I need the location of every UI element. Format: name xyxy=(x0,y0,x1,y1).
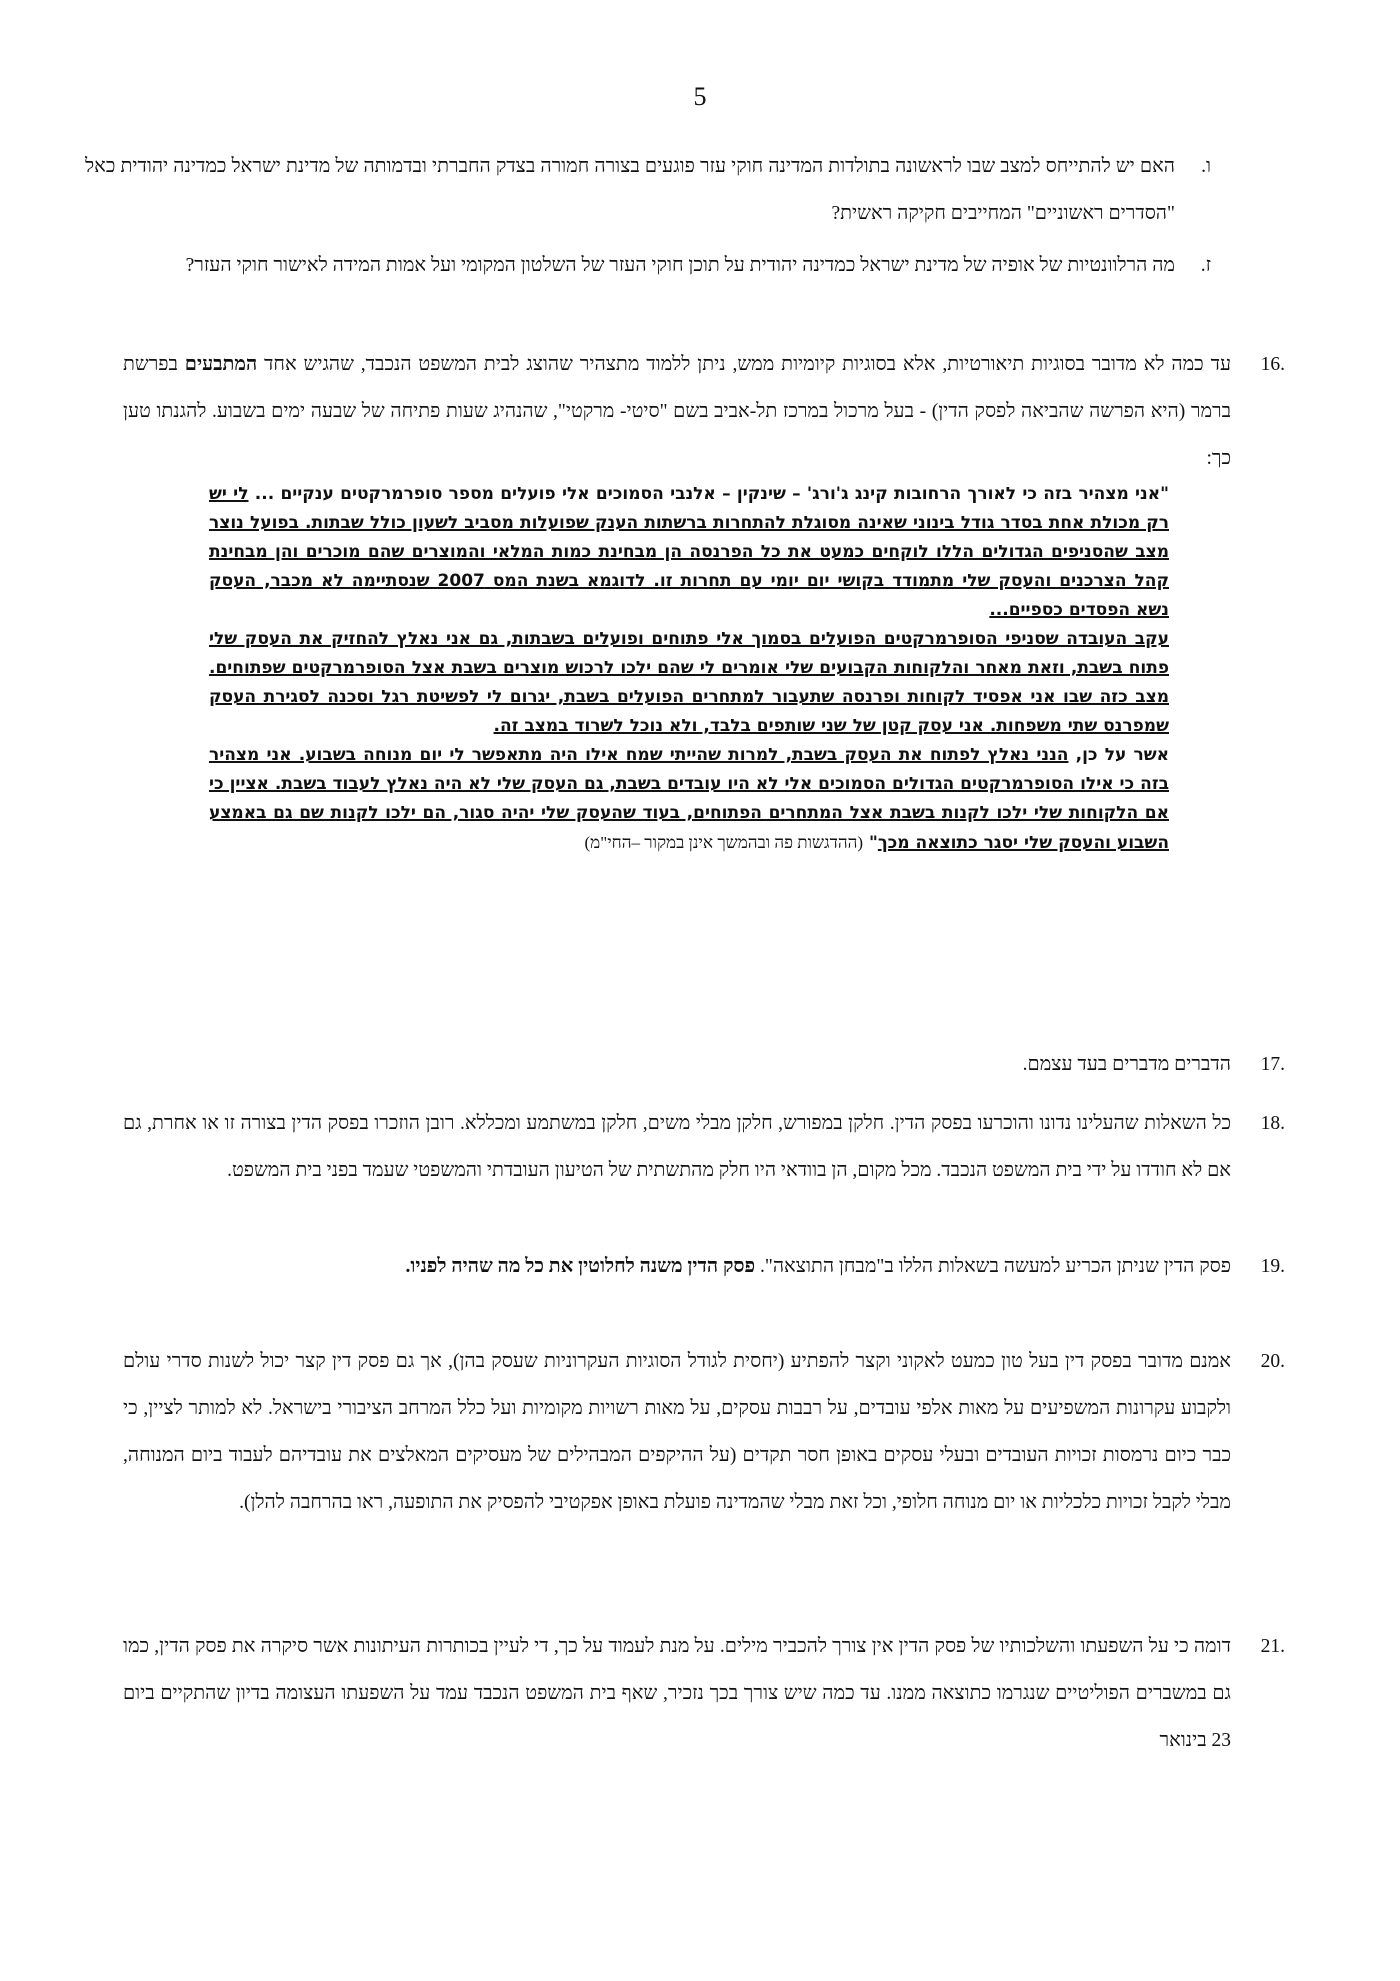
paragraph-16 xyxy=(123,341,1285,482)
quote-closing-mark: " xyxy=(863,833,878,853)
quote-paragraph-1 xyxy=(209,480,1169,625)
text-after: בפרשת ברמר (היא הפרשה שהביאה לפסק הדין) - בעל מרכול במרכז תל-אביב בשם "סיטי- מרקטי", שהנהיג שעות פתיחה של שבעה ימים בשבוע. להגנתו טען כך: xyxy=(123,354,1231,469)
quote-plain-text: "אני מצהיר בזה כי לאורך הרחובות קינג ג'ורג' – שינקין – אלנבי הסמוכים אלי פועלים מספר סופרמרקטים ענקיים ... xyxy=(248,484,1169,504)
item-marker: ז. xyxy=(1200,255,1211,276)
item-text: הדברים מדברים בעד עצמם. xyxy=(1022,1054,1231,1075)
item-marker: .16 xyxy=(1260,354,1285,375)
item-text: דומה כי על השפעתו והשלכותיו של פסק הדין אין צורך להכביר מילים. על מנת לעמוד על כך, די לעיין בכותרות העיתונות אשר סיקרה את פסק הדין, כמו גם במשברים הפוליטיים שנגרמו כתוצאה ממנו. עד כמה שיש צורך בכך נזכיר, שאף בית המשפט הנכבד עמד על השפעתו העצומה בדיון שהתקיים ביום 23 בינואר xyxy=(123,1636,1231,1751)
paragraph-17 xyxy=(123,1041,1285,1088)
item-text xyxy=(123,1243,1231,1290)
bold-term: המתבעים xyxy=(184,354,258,375)
emphasis-note: (ההדגשות פה ובהמשך אינן במקור –החי"מ) xyxy=(584,833,864,852)
text-plain: פסק הדין שניתן הכריע למעשה בשאלות הללו ב"מבחן התוצאה". xyxy=(755,1256,1231,1277)
quote-paragraph-3 xyxy=(209,741,1169,858)
sub-item-zayin xyxy=(85,242,1211,289)
quote-plain-text: אשר על כן, xyxy=(1068,745,1169,765)
paragraph-18 xyxy=(123,1100,1285,1194)
quote-underlined-text: לי יש רק מכולת אחת בסדר גודל בינוני שאינה מסוגלת להתחרות ברשתות הענק שפועלות מסביב לשעון כולל שבתות. בפועל נוצר מצב שהסניפים הגדולים הללו לוקחים כמעט את כל הפרנסה הן מבחינת כמות המלאי והמוצרים שהם מוכרים והן מבחינת קהל הצרכנים והעסק שלי מתמודד בקושי יום יומי עם תחרות זו. לדוגמא בשנת המס 2007 שנסתיימה לא מכבר, העסק נשא הפסדים כספיים... xyxy=(209,484,1169,620)
item-text: מה הרלוונטיות של אופיה של מדינת ישראל כמדינה יהודית על תוכן חוקי העזר של השלטון המקומי ועל אמות המידה לאישור חוקי העזר? xyxy=(185,255,1175,276)
quote-paragraph-2 xyxy=(209,625,1169,741)
item-marker: .20 xyxy=(1260,1351,1285,1372)
item-text: האם יש להתייחס למצב שבו לראשונה בתולדות המדינה חוקי עזר פוגעים בצורה חמורה בצדק החברתי ובדמותה של מדינת ישראל כמדינה יהודית כאל "הסדרים ראשוניים" המחייבים חקיקה ראשית? xyxy=(85,156,1175,224)
item-marker: .17 xyxy=(1260,1054,1285,1075)
item-text: כל השאלות שהעלינו נדונו והוכרעו בפסק הדין. חלקן במפורש, חלקן מבלי משים, חלקן במשתמע ומכללא. רובן הוזכרו בפסק הדין בצורה זו או אחרת, גם אם לא חודדו על ידי בית המשפט הנכבד. מכל מקום, הן בוודאי היו חלק מהתשתית של הטיעון העובדתי והמשפטי שעמד בפני בית המשפט. xyxy=(123,1113,1231,1181)
paragraph-21 xyxy=(123,1623,1285,1764)
paragraph-19 xyxy=(123,1243,1285,1290)
item-text xyxy=(123,341,1231,482)
item-marker: ו. xyxy=(1201,156,1211,177)
paragraph-20 xyxy=(123,1338,1285,1526)
quote-underlined-text: עקב העובדה שסניפי הסופרמרקטים הפועלים בסמוך אלי פתוחים ופועלים בשבתות, גם אני נאלץ להחזיק את העסק שלי פתוח בשבת, וזאת מאחר והלקוחות הקבועים שלי אומרים לי שהם ילכו לרכוש מוצרים בשבת אצל הסופרמרקטים שפתוחים. מצב כזה שבו אני אפסיד לקוחות ופרנסה שתעבור למתחרים הפועלים בשבת, יגרום לי לפשיטת רגל וסכנה לסגירת העסק שמפרנס שתי משפחות. אני עסק קטן של שני שותפים בלבד, ולא נוכל לשרוד במצב זה. xyxy=(209,629,1169,736)
item-text: אמנם מדובר בפסק דין בעל טון כמעט לאקוני וקצר להפתיע (יחסית לגודל הסוגיות העקרוניות שעסק בהן), אך גם פסק דין קצר יכול לשנות סדרי עולם ולקבוע עקרונות המשפיעים על מאות אלפי עובדים, על רבבות עסקים, על מאות רשויות מקומיות ועל כלל המרחב הציבורי בישראל. לא למותר לציין, כי כבר כיום נרמסות זכויות העובדים ובעלי עסקים באופן חסר תקדים (על ההיקפים המבהילים של מעסיקים המאלצים את עובדיהם לעבוד ביום המנוחה, מבלי לקבל זכויות כלכליות או יום מנוחה חלופי, וכל זאת מבלי שהמדינה פועלת באופן אפקטיבי להפסיק את התופעה, ראו בהרחבה להלן). xyxy=(123,1351,1231,1513)
sub-item-vav xyxy=(85,143,1211,237)
quote-underlined-text: הנני נאלץ לפתוח את העסק בשבת, למרות שהייתי שמח אילו היה מתאפשר לי יום מנוחה בשבוע. אני מצהיר בזה כי אילו הסופרמרקטים הגדולים הסמוכים אלי לא היו עובדים בשבת, גם העסק שלי לא היה נאלץ לעבוד בשבת. אציין כי אם הלקוחות שלי ילכו לקנות בשבת אצל המתחרים הפתוחים, בעוד שהעסק שלי יהיה סגור, הם ילכו לקנות שם גם באמצע השבוע והעסק שלי יסגר כתוצאה מכך xyxy=(209,745,1169,853)
text-before: עד כמה לא מדובר בסוגיות תיאורטיות, אלא בסוגיות קיומיות ממש, ניתן ללמוד מתצהיר שהוצג לבית המשפט הנכבד, שהגיש אחד xyxy=(257,354,1231,375)
bold-conclusion: פסק הדין משנה לחלוטין את כל מה שהיה לפניו. xyxy=(405,1256,756,1277)
item-marker: .18 xyxy=(1260,1113,1285,1134)
page-number: 5 xyxy=(693,82,707,111)
affidavit-quote xyxy=(209,480,1169,858)
item-marker: .19 xyxy=(1260,1256,1285,1277)
item-marker: .21 xyxy=(1260,1636,1285,1657)
